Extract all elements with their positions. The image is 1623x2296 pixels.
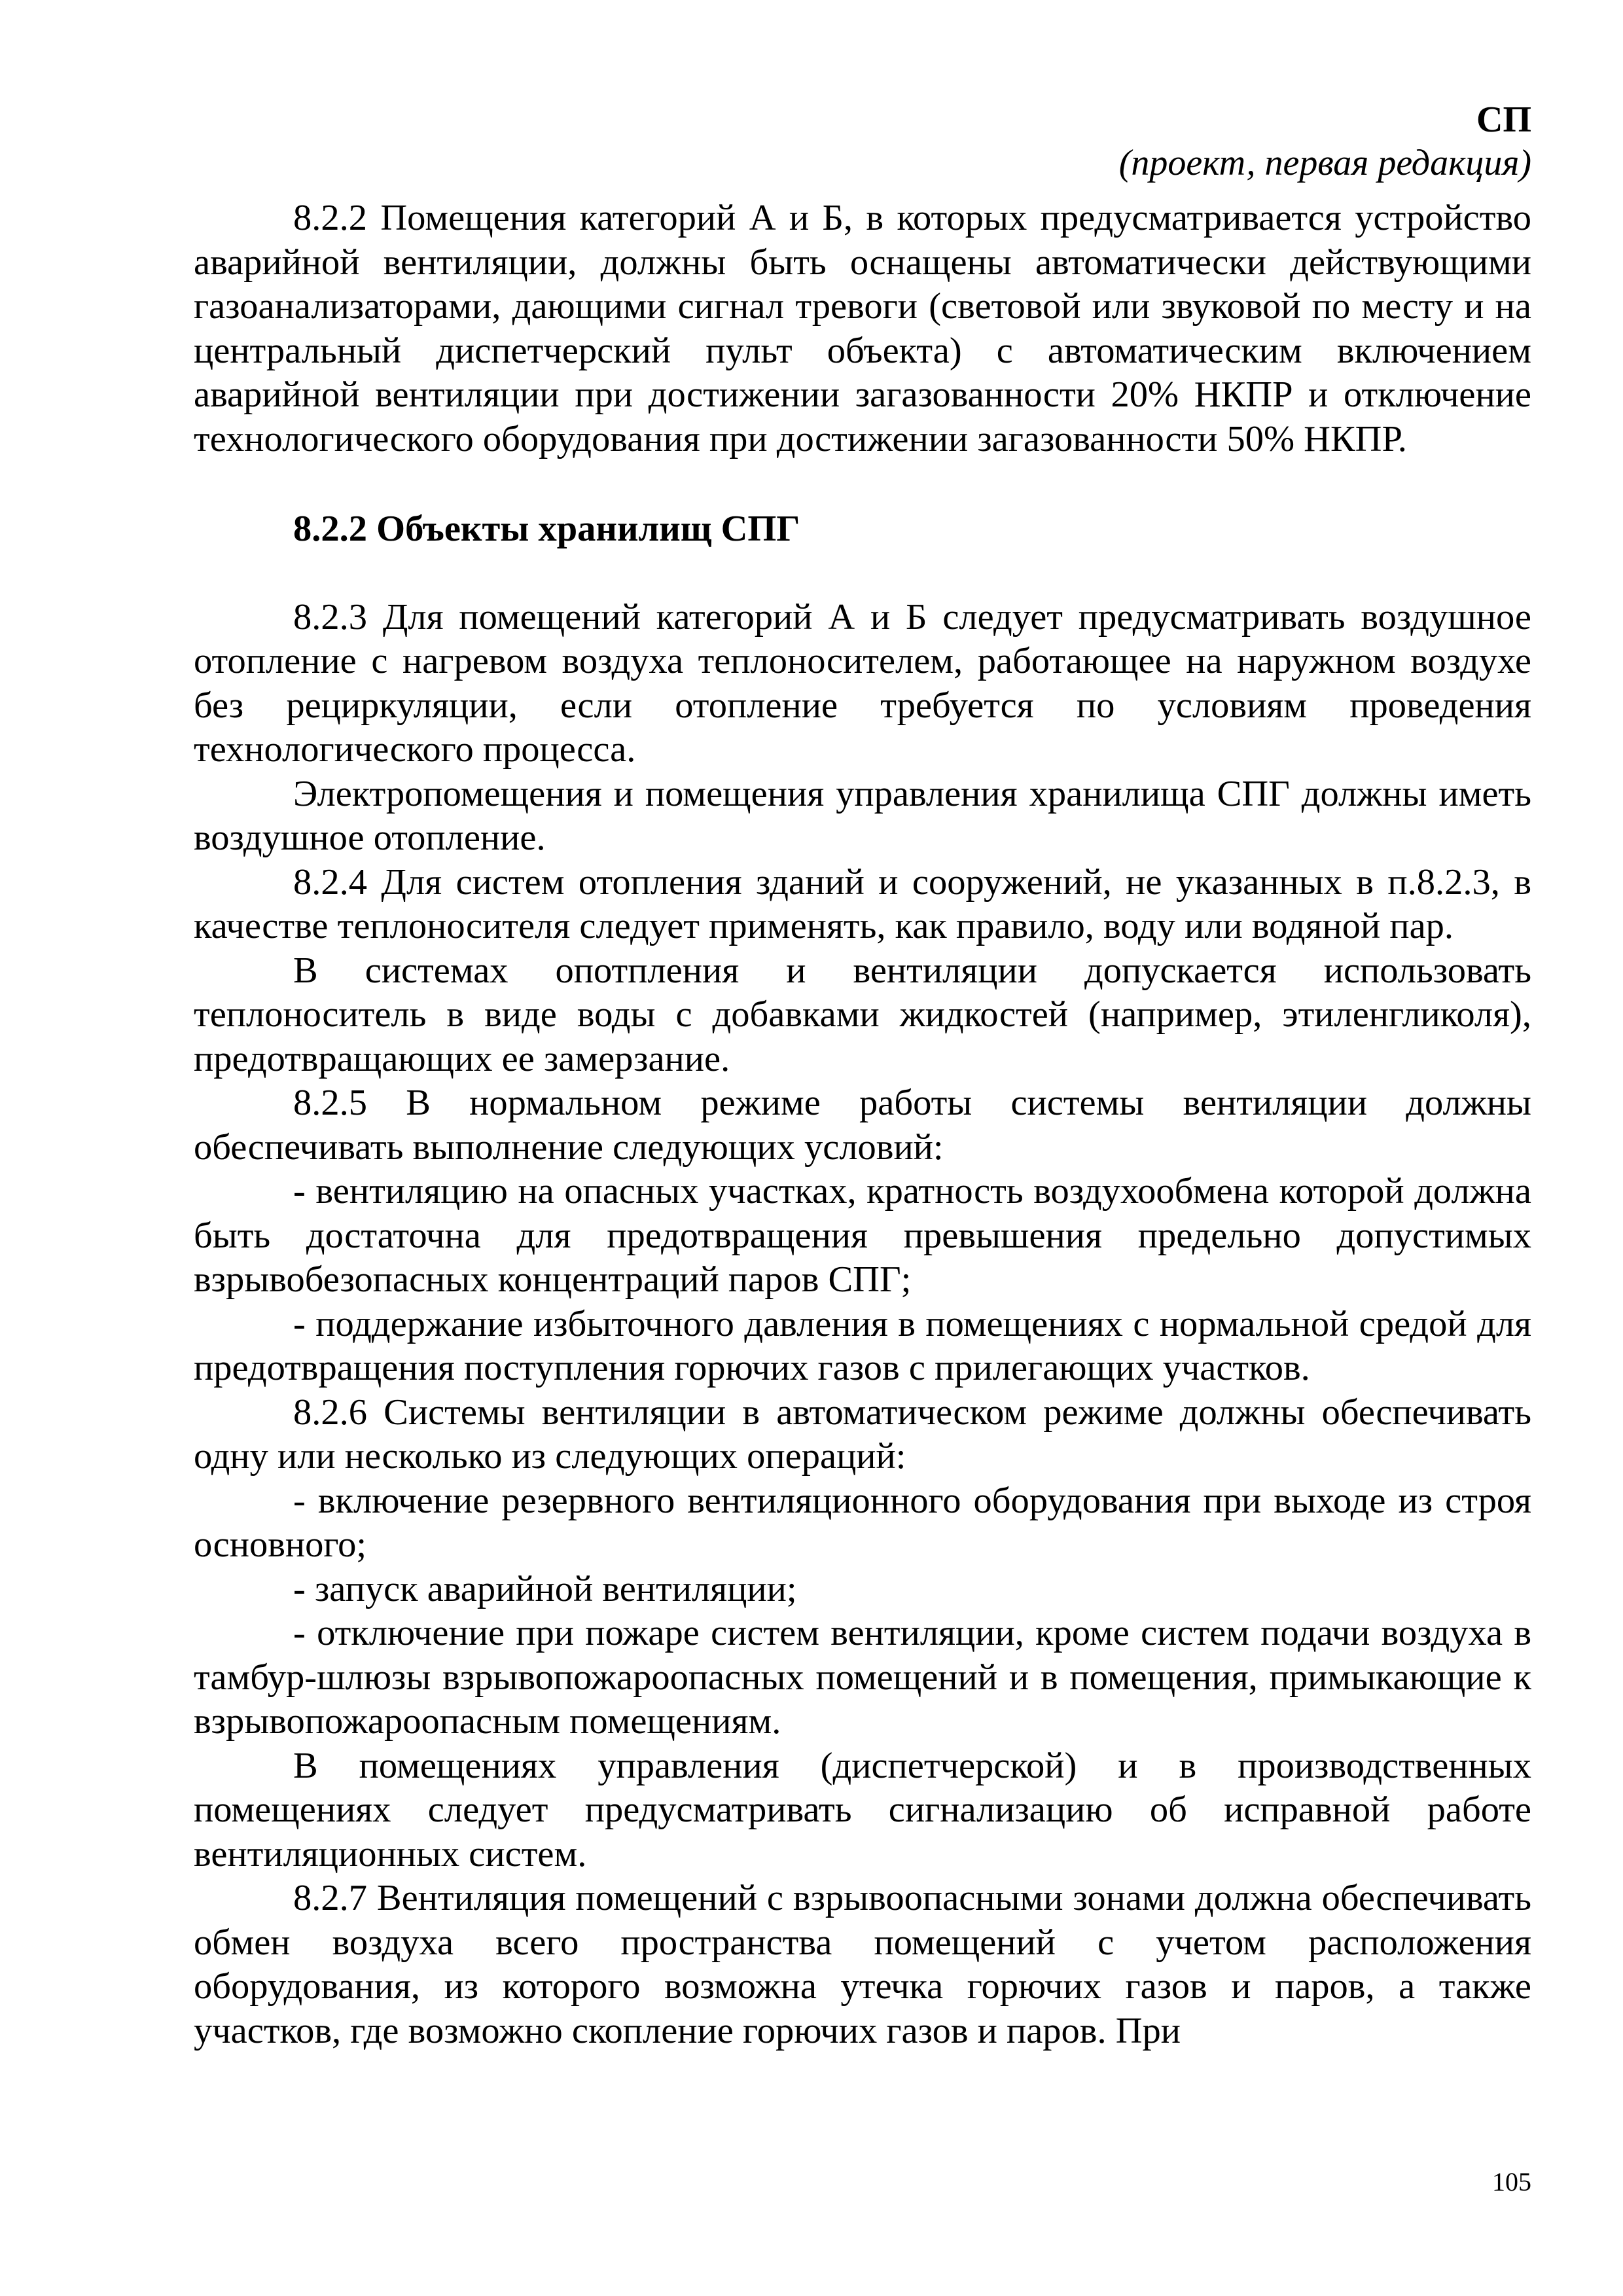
paragraph: В системах опотпления и вентиляции допускается использовать теплоноситель в виде воды с добавками жидкостей (например, этиленгликоля), предотвращающих ее замерзание. xyxy=(194,950,1531,1079)
section-heading: 8.2.2 Объекты хранилищ СПГ xyxy=(293,509,800,549)
paragraph: 8.2.4 Для систем отопления зданий и сооружений, не указанных в п.8.2.3, в качестве теплоносителя следует применять, как правило, воду или водяной пар. xyxy=(194,861,1531,946)
list-item: - поддержание избыточного давления в помещениях с нормальной средой для предотвращения поступления горючих газов с прилегающих участков. xyxy=(194,1303,1531,1388)
paragraph: 8.2.2 Помещения категорий А и Б, в которых предусматривается устройство аварийной вентиляции, должны быть оснащены автоматически действующими газоанализаторами, дающими сигнал тревоги (световой или звуковой по месту и на центральный диспетчерский пульт объекта) с автоматическим включением аварийной вентиляции при достижении загазованности 20% НКПР и отключение технологического оборудования при достижении загазованности 50% НКПР. xyxy=(194,198,1531,459)
paragraph: 8.2.6 Системы вентиляции в автоматическом режиме должны обеспечивать одну или несколько из следующих операций: xyxy=(194,1391,1531,1477)
paragraph: 8.2.7 Вентиляция помещений с взрывоопасными зонами должна обеспечивать обмен воздуха всего пространства помещений с учетом расположения оборудования, из которого возможна утечка горючих газов и паров, а также участков, где возможно скопление горючих газов и паров. При xyxy=(194,1878,1531,2051)
paragraph: В помещениях управления (диспетчерской) и в производственных помещениях следует предусматривать сигнализацию об исправной работе вентиляционных систем. xyxy=(194,1745,1531,1874)
header-note: (проект, первая редакция) xyxy=(1118,143,1531,183)
list-item: - отключение при пожаре систем вентиляции, кроме систем подачи воздуха в тамбур-шлюзы взрывопожароопасных помещений и в помещения, примыкающие к взрывопожароопасным помещениям. xyxy=(194,1613,1531,1742)
paragraph: 8.2.3 Для помещений категорий А и Б следует предусматривать воздушное отопление с нагревом воздуха теплоносителем, работающее на наружном воздухе без рециркуляции, если отопление требуется по условиям проведения технологического процесса. xyxy=(194,596,1531,770)
list-item: - включение резервного вентиляционного оборудования при выходе из строя основного; xyxy=(194,1480,1531,1565)
document-body xyxy=(194,196,1531,2053)
paragraph: 8.2.5 В нормальном режиме работы системы вентиляции должны обеспечивать выполнение следующих условий: xyxy=(194,1083,1531,1168)
list-item: - запуск аварийной вентиляции; xyxy=(293,1568,797,1609)
list-item: - вентиляцию на опасных участках, кратность воздухообмена которой должна быть достаточна для предотвращения превышения предельно допустимых взрывобезопасных концентраций паров СПГ; xyxy=(194,1171,1531,1300)
paragraph: Электропомещения и помещения управления хранилища СПГ должны иметь воздушное отопление. xyxy=(194,773,1531,858)
page-number: 105 xyxy=(1492,2167,1531,2197)
header-code: СП xyxy=(1476,99,1531,140)
